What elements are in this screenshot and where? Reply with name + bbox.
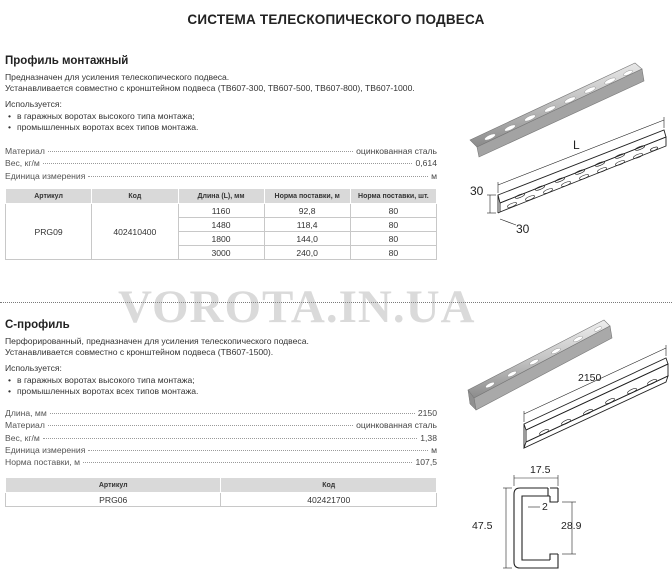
spec-row: Материал оцинкованная сталь [5, 146, 437, 156]
c-profile-length-label: 2150 [578, 372, 602, 384]
cell-norm-m: 240,0 [264, 246, 350, 260]
table-row [6, 493, 437, 507]
section2-title: С-профиль [5, 319, 70, 331]
cross-section-left-label: 47.5 [472, 520, 493, 532]
cell-code: 402410400 [92, 204, 178, 260]
section1-desc-line1: Предназначен для усиления телескопического подвеса. [5, 72, 230, 82]
col-header-code: Код [92, 189, 178, 204]
section2-usage-title: Используется: [5, 363, 62, 373]
section1-table [5, 188, 437, 260]
width-dimension-label: 30 [516, 222, 530, 236]
col-header-norm-m: Норма поставки, м [264, 189, 350, 204]
col-header-code: Код [221, 478, 437, 493]
section1-specs [5, 146, 437, 183]
spec-row: Единица измерения м [5, 444, 437, 455]
spec-row: Длина, мм 2150 [5, 408, 437, 418]
cross-section-top-label: 17.5 [530, 464, 551, 476]
col-header-article: Артикул [6, 478, 221, 493]
cell-norm-m: 118,4 [264, 218, 350, 232]
section2-desc-line1: Перфорированный, предназначен для усиления телескопического подвеса. [5, 336, 309, 346]
section1-title: Профиль монтажный [5, 55, 129, 67]
table-row [6, 204, 437, 218]
cell-norm-pcs: 80 [350, 218, 436, 232]
cross-section-outline [514, 488, 558, 568]
section2-usage-item: • промышленных воротах всех типов монтажа. [8, 386, 199, 396]
section2-table [5, 477, 437, 507]
section1-usage-item: • промышленных воротах всех типов монтажа. [8, 122, 199, 132]
cross-section-inner-label: 2 [542, 501, 548, 513]
col-header-length: Длина (L), мм [178, 189, 264, 204]
spec-row: Материал оцинкованная сталь [5, 420, 437, 431]
section2-usage-item: • в гаражных воротах высокого типа монтажа; [8, 375, 195, 385]
cell-length: 3000 [178, 246, 264, 260]
cell-article: PRG06 [6, 493, 221, 507]
spec-row: Вес, кг/м 0,614 [5, 158, 437, 169]
spec-row: Вес, кг/м 1,38 [5, 432, 437, 443]
cross-section-right-label: 28.9 [561, 520, 582, 532]
section2-desc-line2: Устанавливается совместно с кронштейном подвеса (TB607-1500). [5, 347, 274, 357]
c-profile-photo [468, 320, 612, 410]
cell-length: 1480 [178, 218, 264, 232]
cell-norm-m: 92,8 [264, 204, 350, 218]
section1-usage-item: • в гаражных воротах высокого типа монтажа; [8, 111, 195, 121]
section1-desc-line2: Устанавливается совместно с кронштейном подвеса (TB607-300, TB607-500, TB607-800), TB607-1000. [5, 83, 415, 93]
cell-norm-pcs: 80 [350, 232, 436, 246]
cell-length: 1800 [178, 232, 264, 246]
cell-norm-pcs: 80 [350, 204, 436, 218]
watermark: VOROTA.IN.UA [118, 281, 476, 333]
length-dimension-label: L [573, 138, 580, 152]
cell-norm-pcs: 80 [350, 246, 436, 260]
mounting-profile-photo [470, 63, 644, 157]
c-profile-drawing [462, 312, 672, 462]
mounting-profile-drawing [460, 45, 672, 245]
col-header-article: Артикул [6, 189, 92, 204]
section2-specs [5, 408, 437, 469]
cell-norm-m: 144,0 [264, 232, 350, 246]
section1-usage-title: Используется: [5, 99, 62, 109]
spec-row: Единица измерения м [5, 170, 437, 181]
spec-row: Норма поставки, м 107,5 [5, 457, 437, 468]
page-title: СИСТЕМА ТЕЛЕСКОПИЧЕСКОГО ПОДВЕСА [187, 12, 485, 27]
height-dimension-label: 30 [470, 184, 484, 198]
col-header-norm-pcs: Норма поставки, шт. [350, 189, 436, 204]
cell-length: 1160 [178, 204, 264, 218]
cell-article: PRG09 [6, 204, 92, 260]
cell-code: 402421700 [221, 493, 437, 507]
